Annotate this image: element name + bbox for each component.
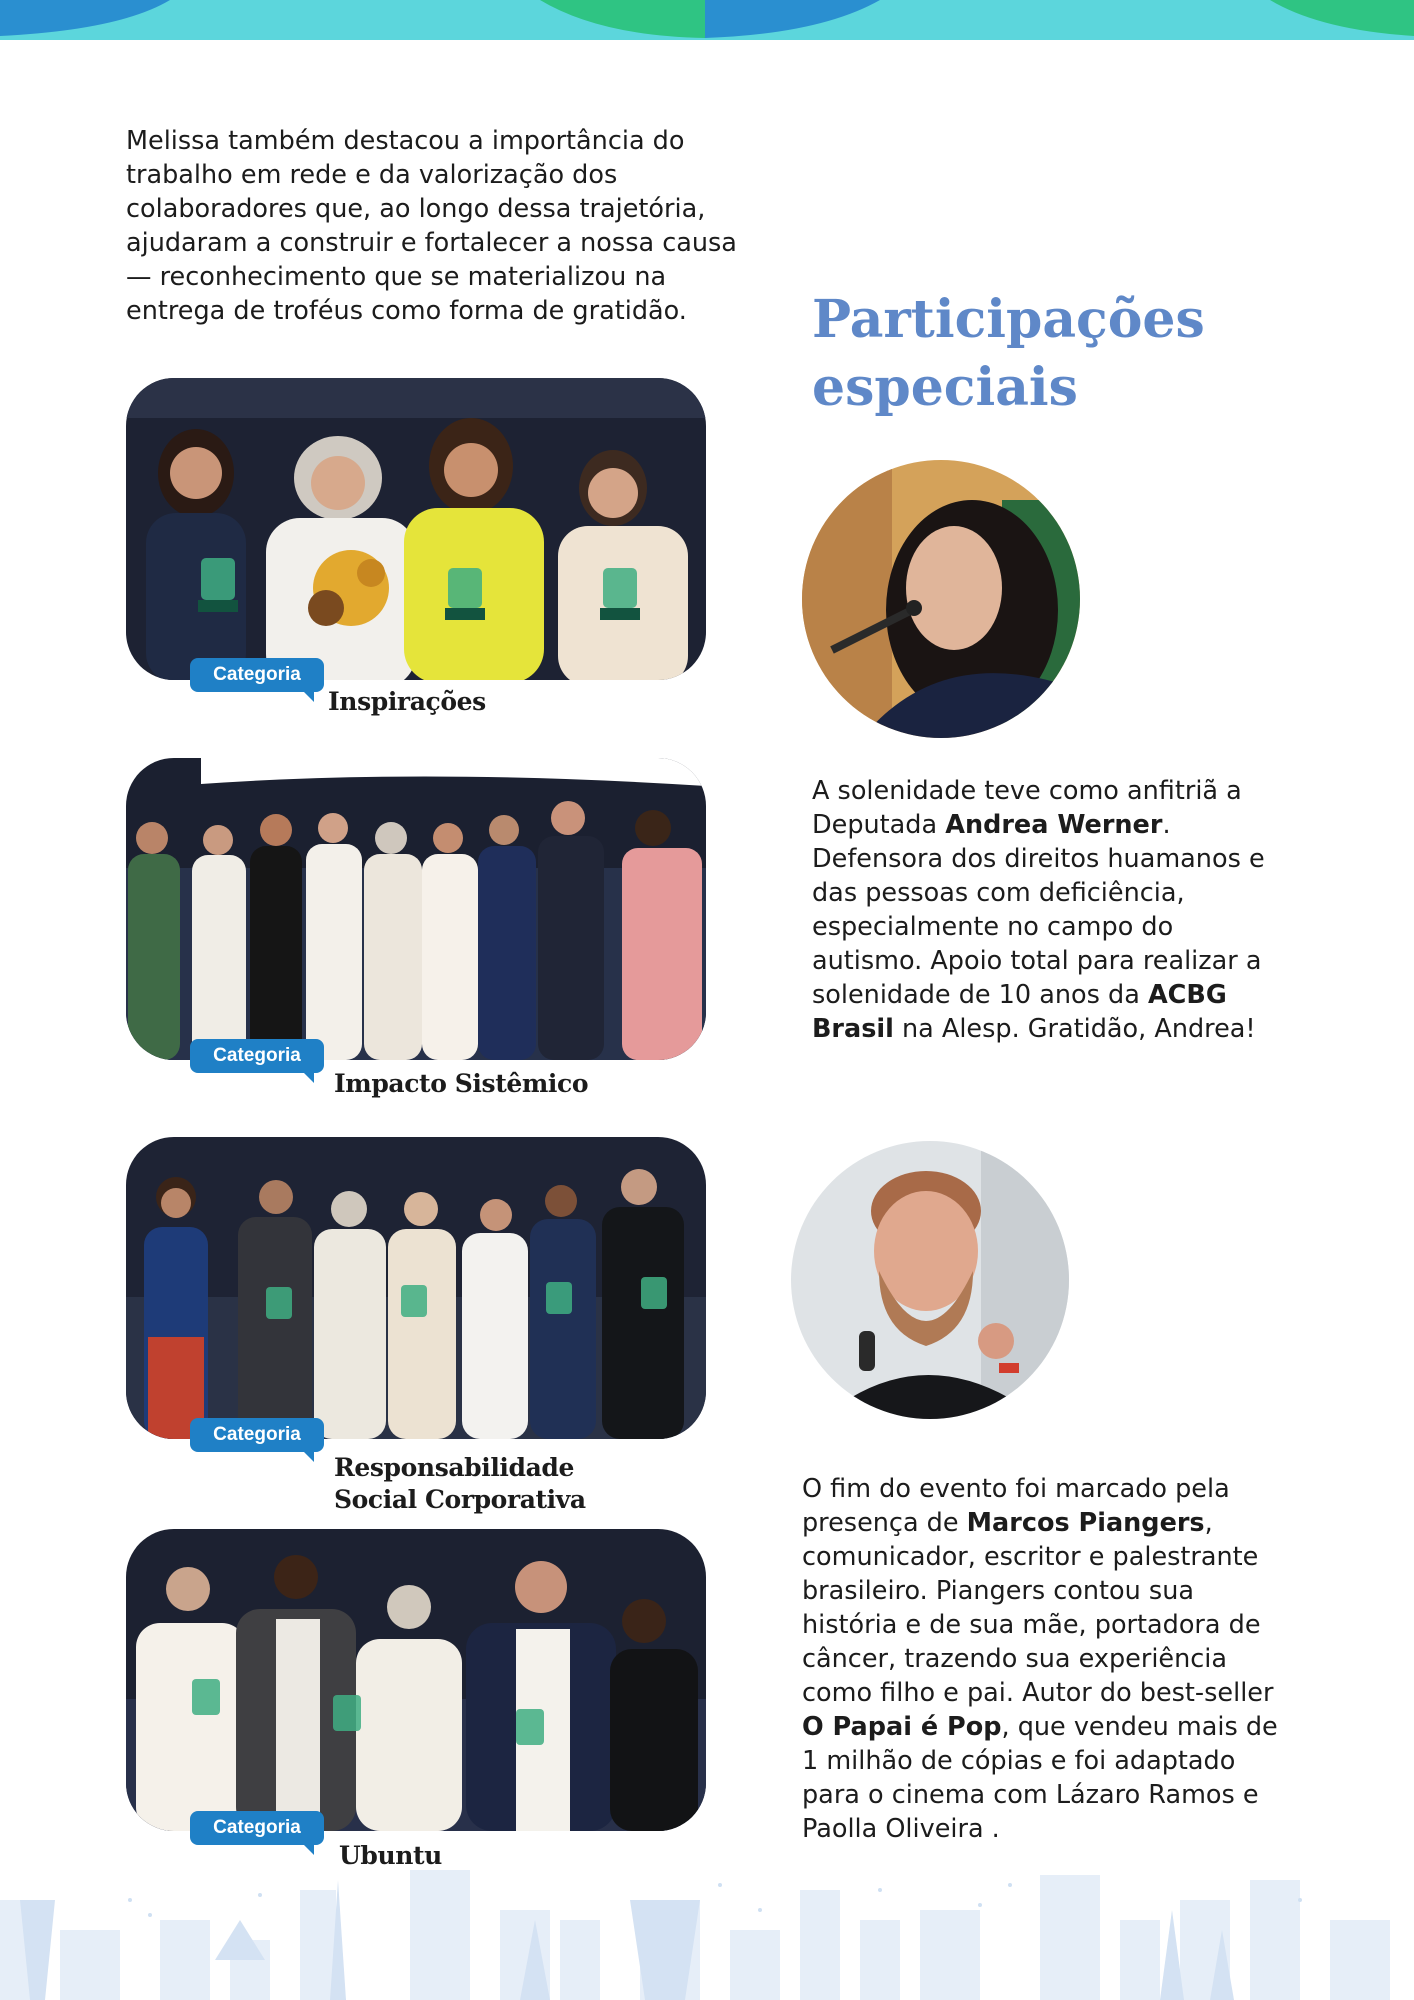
photo-responsabilidade-social — [126, 1137, 706, 1439]
category-name-line2: Social Corporativa — [334, 1485, 586, 1514]
category-name-impacto-sistemico: Impacto Sistêmico — [334, 1069, 589, 1098]
book-title: O Papai é Pop — [802, 1712, 1002, 1742]
category-badge: Categoria — [190, 658, 324, 692]
portrait-andrea-werner — [802, 460, 1080, 738]
category-name-responsabilidade-social — [334, 1452, 586, 1516]
category-name-line1: Responsabilidade — [334, 1453, 574, 1482]
text: . Defensora dos direitos huamanos e das pessoas com deficiência, especialmente no campo do autismo. Apoio total para realizar a solenidade de 10 anos da — [812, 810, 1265, 1010]
section-heading-line2: especiais — [812, 357, 1078, 418]
paragraph-andrea-werner — [812, 774, 1282, 1046]
name-andrea-werner: Andrea Werner — [945, 810, 1163, 840]
text: , comunicador, escritor e palestrante brasileiro. Piangers contou sua história e de sua mãe, portadora de câncer, trazendo sua experiência como filho e pai. Autor do best-seller — [802, 1508, 1274, 1708]
category-name-inspiracoes: Inspirações — [328, 687, 486, 716]
photo-ubuntu — [126, 1529, 706, 1831]
text: , que vendeu mais de 1 milhão de cópias e foi adaptado para o cinema com Lázaro Ramos e Paolla Oliveira . — [802, 1712, 1278, 1844]
text: A solenidade teve como anfitriã a Deputada — [812, 776, 1242, 840]
section-heading-line1: Participações — [812, 289, 1205, 350]
intro-paragraph: Melissa também destacou a importância do trabalho em rede e da valorização dos colaboradores que, ao longo dessa trajetória, ajudaram a construir e fortalecer a nossa causa — reconhecimento que se materializou na entrega de troféus como forma de gratidão. — [126, 126, 737, 326]
paragraph-marcos-piangers — [802, 1472, 1282, 1846]
photo-impacto-sistemico — [126, 758, 706, 1060]
category-badge: Categoria — [190, 1811, 324, 1845]
name-marcos-piangers: Marcos Piangers — [966, 1508, 1205, 1538]
city-skyline-decoration — [0, 1860, 1414, 2000]
name-acbg-brasil: ACBG Brasil — [812, 980, 1227, 1044]
text: na Alesp. Gratidão, Andrea! — [893, 1014, 1256, 1044]
category-badge: Categoria — [190, 1039, 324, 1073]
portrait-marcos-piangers — [791, 1141, 1069, 1419]
category-badge: Categoria — [190, 1418, 324, 1452]
section-heading — [812, 286, 1252, 422]
photo-inspiracoes — [126, 378, 706, 680]
text: O fim do evento foi marcado pela presença de — [802, 1474, 1230, 1538]
top-decorative-band — [0, 0, 1414, 40]
category-name-ubuntu: Ubuntu — [339, 1841, 442, 1870]
